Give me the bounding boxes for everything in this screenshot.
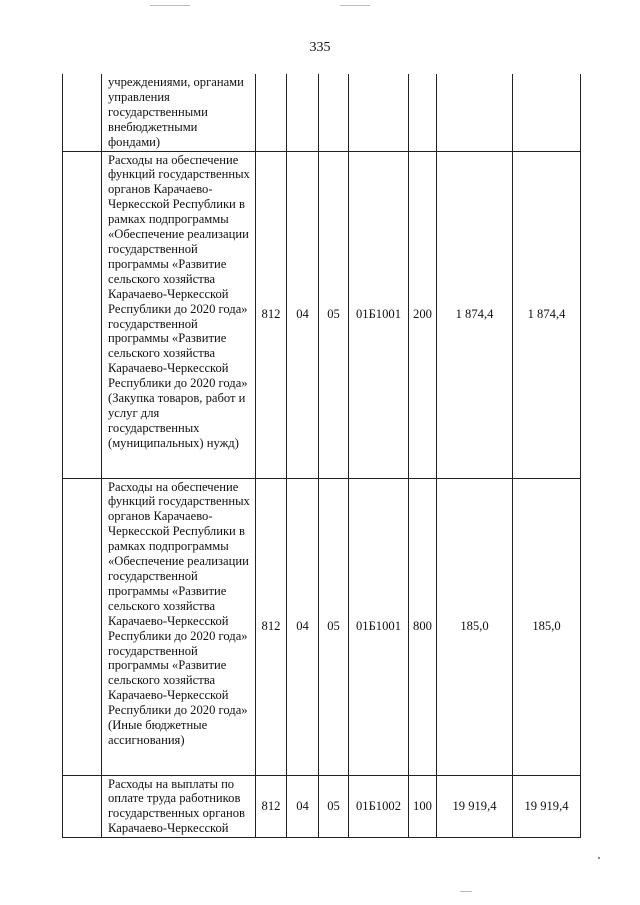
budget-table — [62, 74, 581, 838]
subsection-cell: 05 — [319, 775, 349, 838]
target-article-cell: 01Б1002 — [349, 775, 409, 838]
description-text: Расходы на обеспечение функций государственных органов Карачаево-Черкесской Республики в рамках подпрограммы «Обеспечение реализации государственной программы «Развитие сельского хозяйства Карачаево-Черкесской Республики до 2020 года» государственной программы «Развитие сельского хозяйства Карачаево-Черкесской Республики до 2020 года» (Закупка товаров, работ и услуг для государственных (муниципальных) нужд) — [108, 152, 250, 450]
description-text: учреждениями, органами управления государственными внебюджетными фондами) — [108, 75, 244, 149]
subsection-cell — [319, 74, 349, 151]
subsection-cell: 05 — [319, 151, 349, 478]
scan-artifact — [150, 5, 190, 6]
amount-1-cell: 185,0 — [437, 478, 513, 775]
row-number-cell — [63, 74, 102, 151]
description-cell — [102, 478, 256, 775]
description-cell — [102, 775, 256, 838]
description-cell — [102, 74, 256, 151]
target-article-cell: 01Б1001 — [349, 151, 409, 478]
target-article-cell: 01Б1001 — [349, 478, 409, 775]
amount-1-cell: 1 874,4 — [437, 151, 513, 478]
amount-2-cell: 1 874,4 — [513, 151, 581, 478]
description-text: Расходы на обеспечение функций государственных органов Карачаево-Черкесской Республики в рамках подпрограммы «Обеспечение реализации государственной программы «Развитие сельского хозяйства Карачаево-Черкесской Республики до 2020 года» государственной программы «Развитие сельского хозяйства Карачаево-Черкесской Республики до 2020 года» (Иные бюджетные ассигнования) — [108, 479, 250, 747]
amount-2-cell: 19 919,4 — [513, 775, 581, 838]
scan-artifact — [598, 857, 600, 859]
table-row — [63, 151, 581, 478]
subsection-cell: 05 — [319, 478, 349, 775]
section-cell: 04 — [287, 775, 319, 838]
table-row — [63, 775, 581, 838]
target-article-cell — [349, 74, 409, 151]
amount-2-cell — [513, 74, 581, 151]
expense-type-cell: 200 — [409, 151, 437, 478]
expense-type-cell — [409, 74, 437, 151]
amount-2-cell: 185,0 — [513, 478, 581, 775]
scan-artifact — [460, 891, 472, 892]
table-row — [63, 478, 581, 775]
row-number-cell — [63, 775, 102, 838]
row-number-cell — [63, 151, 102, 478]
expense-type-cell: 100 — [409, 775, 437, 838]
ministry-cell — [256, 74, 287, 151]
section-cell — [287, 74, 319, 151]
description-text: Расходы на выплаты по оплате труда работников государственных органов Карачаево-Черкесской — [108, 776, 245, 836]
scan-artifact — [340, 5, 370, 6]
description-cell — [102, 151, 256, 478]
amount-1-cell — [437, 74, 513, 151]
section-cell: 04 — [287, 151, 319, 478]
row-number-cell — [63, 478, 102, 775]
amount-1-cell: 19 919,4 — [437, 775, 513, 838]
ministry-cell: 812 — [256, 151, 287, 478]
section-cell: 04 — [287, 478, 319, 775]
ministry-cell: 812 — [256, 478, 287, 775]
expense-type-cell: 800 — [409, 478, 437, 775]
ministry-cell: 812 — [256, 775, 287, 838]
table-row — [63, 74, 581, 151]
page-number: 335 — [309, 40, 331, 55]
